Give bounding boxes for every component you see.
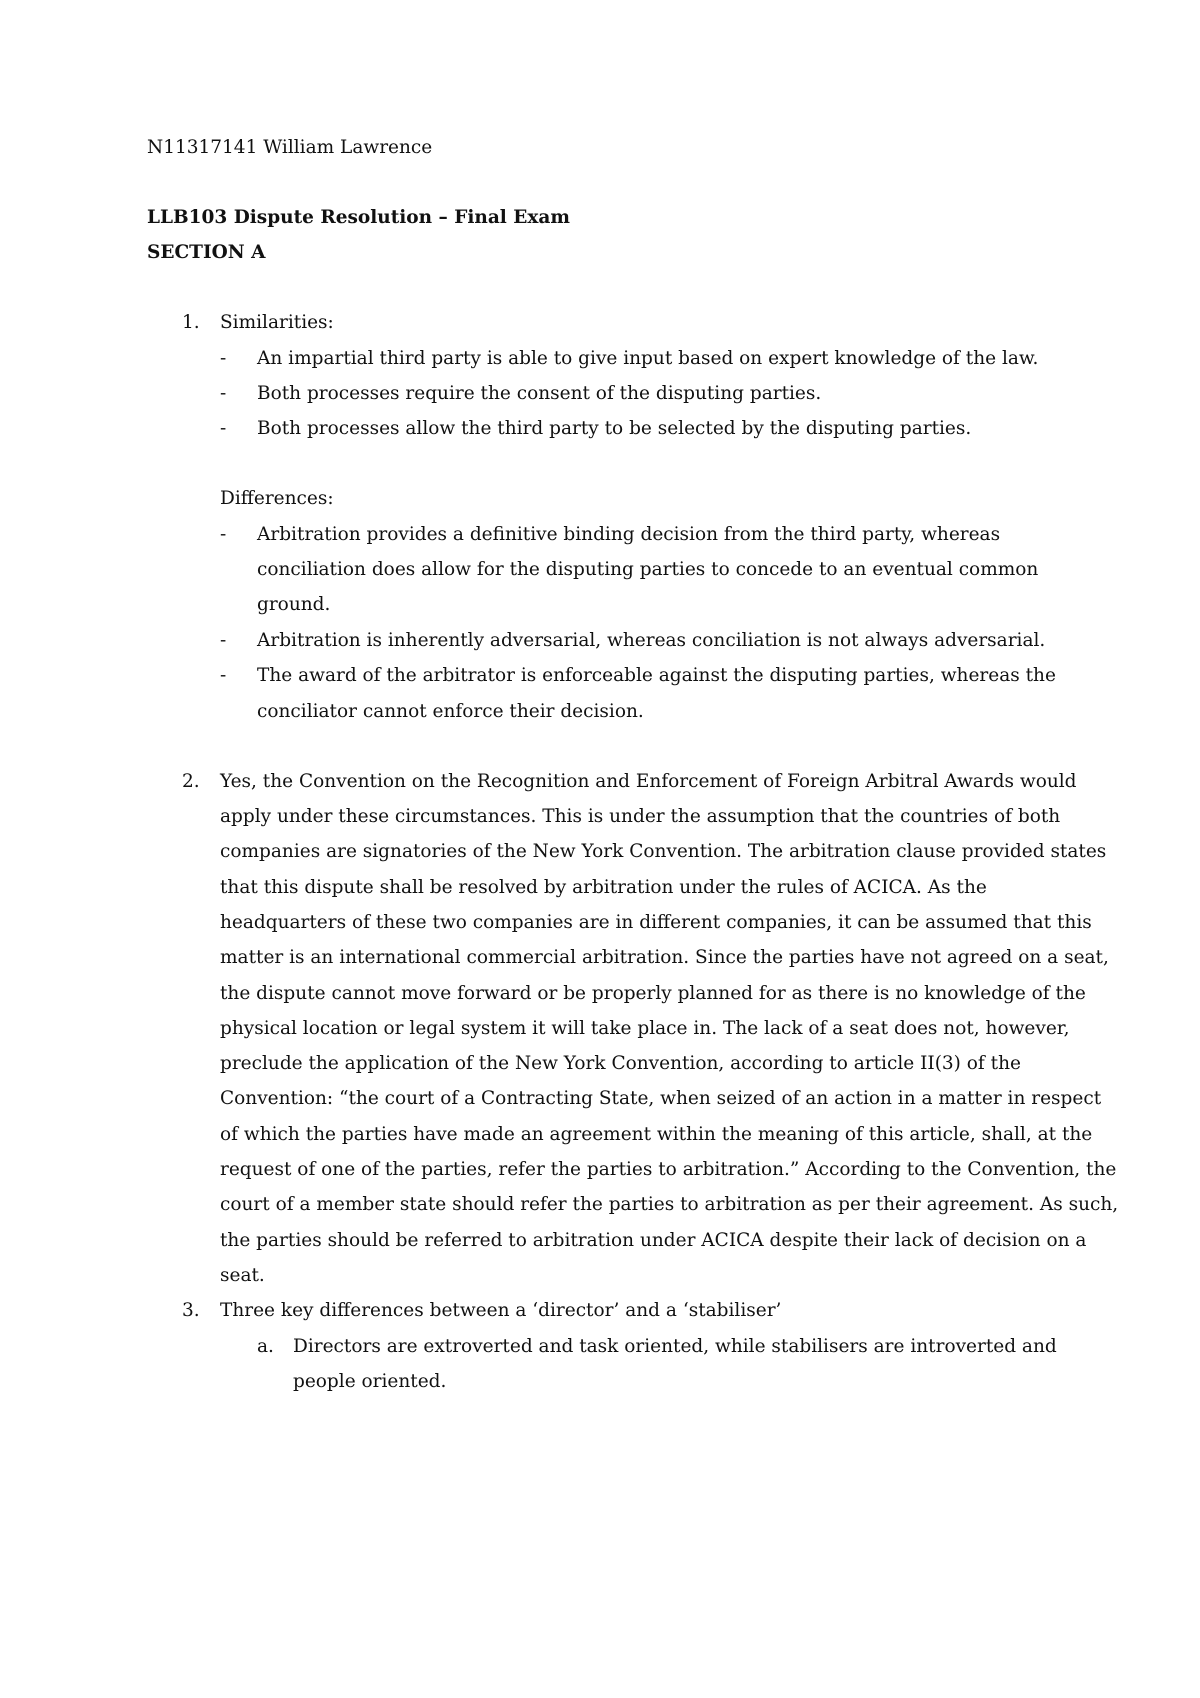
answer-2-line: the dispute cannot move forward or be properly planned for as there is no knowledge of the bbox=[220, 983, 1086, 1004]
question-1-number: 1. bbox=[182, 312, 200, 333]
similarity-item: Both processes allow the third party to be selected by the disputing parties. bbox=[257, 418, 972, 439]
difference-item-line: The award of the arbitrator is enforceable against the disputing parties, whereas the bbox=[257, 665, 1056, 686]
section-heading: SECTION A bbox=[147, 242, 266, 263]
bullet-dash: - bbox=[220, 665, 227, 686]
difference-item-line: Arbitration is inherently adversarial, whereas conciliation is not always adversarial. bbox=[257, 630, 1046, 651]
student-id-name: N11317141 William Lawrence bbox=[147, 137, 433, 158]
answer-2-line: Convention: “the court of a Contracting State, when seized of an action in a matter in respect bbox=[220, 1088, 1102, 1109]
bullet-dash: - bbox=[220, 348, 227, 369]
bullet-dash: - bbox=[220, 524, 227, 545]
sub-item-line: Directors are extroverted and task oriented, while stabilisers are introverted and bbox=[293, 1336, 1057, 1357]
similarity-item: Both processes require the consent of the disputing parties. bbox=[257, 383, 822, 404]
answer-2-line: preclude the application of the New York Convention, according to article II(3) of the bbox=[220, 1053, 1021, 1074]
bullet-dash: - bbox=[220, 630, 227, 651]
difference-item-line: Arbitration provides a definitive binding decision from the third party, whereas bbox=[257, 524, 1001, 545]
answer-2-line: seat. bbox=[220, 1265, 265, 1286]
question-3-number: 3. bbox=[182, 1300, 200, 1321]
document-title: LLB103 Dispute Resolution – Final Exam bbox=[147, 207, 570, 228]
answer-2-line: companies are signatories of the New York Convention. The arbitration clause provided states bbox=[220, 841, 1107, 862]
answer-2-line: court of a member state should refer the parties to arbitration as per their agreement. As such, bbox=[220, 1194, 1119, 1215]
answer-2-line: physical location or legal system it will take place in. The lack of a seat does not, however, bbox=[220, 1018, 1070, 1039]
differences-label: Differences: bbox=[220, 488, 334, 509]
sub-item-letter: a. bbox=[257, 1336, 274, 1357]
answer-2-line: headquarters of these two companies are in different companies, it can be assumed that this bbox=[220, 912, 1092, 933]
bullet-dash: - bbox=[220, 418, 227, 439]
question-2-number: 2. bbox=[182, 771, 200, 792]
difference-item-line: ground. bbox=[257, 594, 331, 615]
answer-2-line: request of one of the parties, refer the parties to arbitration.” According to the Convention, the bbox=[220, 1159, 1117, 1180]
difference-item-line: conciliation does allow for the disputing parties to concede to an eventual common bbox=[257, 559, 1039, 580]
answer-2-line: matter is an international commercial arbitration. Since the parties have not agreed on a seat, bbox=[220, 947, 1109, 968]
similarities-label: Similarities: bbox=[220, 312, 334, 333]
answer-2-line: Yes, the Convention on the Recognition and Enforcement of Foreign Arbitral Awards would bbox=[220, 771, 1077, 792]
similarity-item: An impartial third party is able to give input based on expert knowledge of the law. bbox=[257, 348, 1039, 369]
difference-item-line: conciliator cannot enforce their decision. bbox=[257, 701, 644, 722]
answer-2-line: apply under these circumstances. This is under the assumption that the countries of both bbox=[220, 806, 1061, 827]
question-3-heading: Three key differences between a ‘director’ and a ‘stabiliser’ bbox=[220, 1300, 782, 1321]
sub-item-line: people oriented. bbox=[293, 1371, 447, 1392]
answer-2-line: that this dispute shall be resolved by arbitration under the rules of ACICA. As the bbox=[220, 877, 987, 898]
bullet-dash: - bbox=[220, 383, 227, 404]
answer-2-line: of which the parties have made an agreement within the meaning of this article, shall, at the bbox=[220, 1124, 1093, 1145]
answer-2-line: the parties should be referred to arbitration under ACICA despite their lack of decision on a bbox=[220, 1230, 1087, 1251]
